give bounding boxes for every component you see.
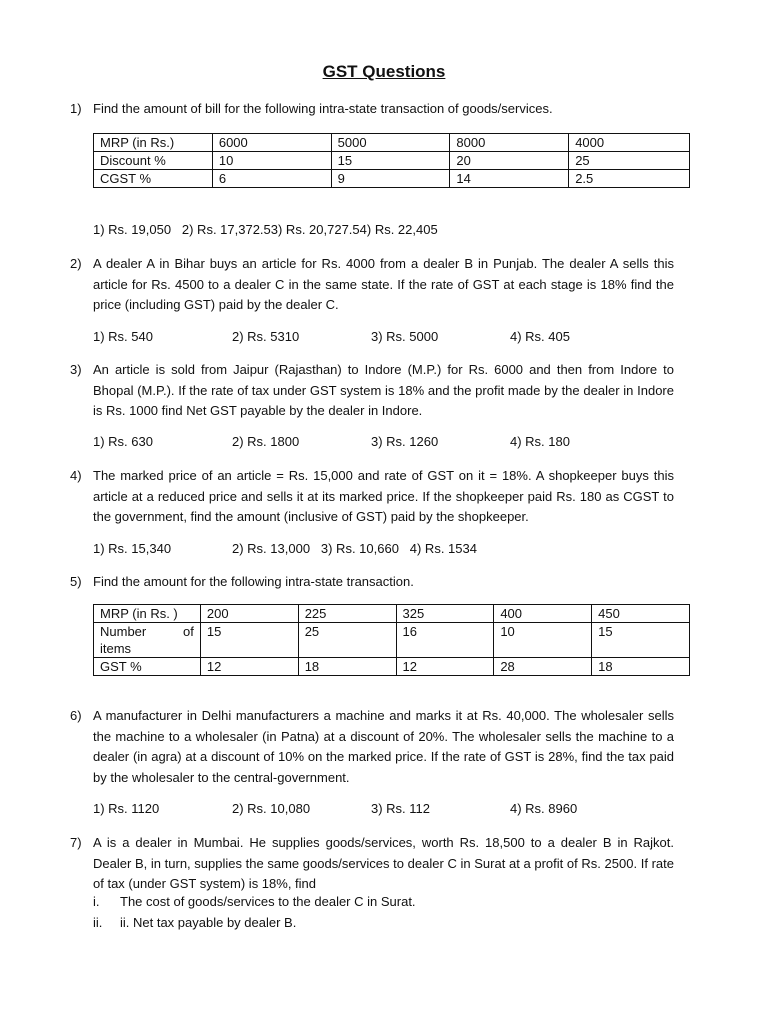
table-cell: MRP (in Rs.)	[94, 134, 213, 152]
question-4	[70, 466, 674, 528]
cell-line: items	[100, 641, 132, 656]
table-cell: 15	[592, 623, 690, 658]
subpart-text: The cost of goods/services to the dealer C in Surat.	[120, 894, 416, 909]
table-cell: 20	[450, 152, 569, 170]
option: 3) Rs. 1260	[371, 434, 439, 449]
option: 4) Rs. 405	[510, 329, 570, 344]
question-number: 7)	[70, 835, 82, 850]
question-number: 5)	[70, 574, 82, 589]
table-cell: 18	[298, 658, 396, 676]
table-cell: 25	[569, 152, 690, 170]
table-row	[94, 170, 690, 188]
option: 3) Rs. 5000	[371, 329, 439, 344]
table-row	[94, 605, 690, 623]
table-cell: 225	[298, 605, 396, 623]
question-text: An article is sold from Jaipur (Rajasthan) to Indore (M.P.) for Rs. 6000 and then from Indore to Bhopal (M.P.). If the rate of tax under GST system is 18% and the profit made by the dealer in Indore is Rs. 1000 find Net GST payable by the dealer in Indore.	[93, 362, 674, 418]
table-cell: MRP (in Rs. )	[94, 605, 201, 623]
question-number: 6)	[70, 708, 82, 723]
q5-table	[93, 604, 690, 676]
question-number: 3)	[70, 362, 82, 377]
q1-options: 1) Rs. 19,050 2) Rs. 17,372.53) Rs. 20,727.54) Rs. 22,405	[93, 222, 438, 237]
question-5	[70, 572, 674, 593]
table-cell: 28	[494, 658, 592, 676]
table-cell: 200	[200, 605, 298, 623]
option: 2) Rs. 10,080	[232, 801, 311, 816]
table-cell: 325	[396, 605, 494, 623]
table-cell: 6	[212, 170, 331, 188]
table-cell: 10	[494, 623, 592, 658]
question-number: 2)	[70, 256, 82, 271]
question-text: Find the amount of bill for the following intra-state transaction of goods/services.	[93, 101, 553, 116]
question-text: A dealer A in Bihar buys an article for Rs. 4000 from a dealer B in Punjab. The dealer A sells this article for Rs. 4500 to a dealer C in the same state. If the rate of GST at each stage is 18% find the price (including GST) paid by the dealer C.	[93, 256, 674, 312]
table-cell	[94, 623, 201, 658]
subpart-text: ii. Net tax payable by dealer B.	[120, 915, 297, 930]
table-cell: 8000	[450, 134, 569, 152]
option: 2) Rs. 1800	[232, 434, 300, 449]
question-2	[70, 254, 674, 316]
question-number: 4)	[70, 468, 82, 483]
table-cell: 25	[298, 623, 396, 658]
table-cell: 16	[396, 623, 494, 658]
table-cell: 4000	[569, 134, 690, 152]
table-row	[94, 152, 690, 170]
table-cell: 400	[494, 605, 592, 623]
option: 1) Rs. 15,340	[93, 541, 172, 556]
page-title: GST Questions	[322, 62, 446, 81]
table-cell: CGST %	[94, 170, 213, 188]
option: 1) Rs. 1120	[93, 801, 160, 816]
table-row	[94, 134, 690, 152]
subpart-number: i.	[93, 894, 100, 909]
q7-subpart	[93, 915, 296, 930]
question-6	[70, 706, 674, 788]
table-cell: 12	[200, 658, 298, 676]
table-cell: 6000	[212, 134, 331, 152]
option: 2) Rs. 13,000 3) Rs. 10,660 4) Rs. 1534	[232, 541, 477, 556]
q7-subpart	[93, 894, 416, 909]
q1-table	[93, 133, 690, 188]
table-cell: 5000	[331, 134, 450, 152]
table-cell: 18	[592, 658, 690, 676]
question-1	[70, 99, 674, 120]
table-cell: Discount %	[94, 152, 213, 170]
table-cell: GST %	[94, 658, 201, 676]
table-cell: 12	[396, 658, 494, 676]
question-text: A is a dealer in Mumbai. He supplies goods/services, worth Rs. 18,500 to a dealer B in Rajkot. Dealer B, in turn, supplies the same goods/services to dealer C in Surat at a profit of Rs. 2500. If rate of tax (under GST system) is 18%, find	[93, 835, 674, 891]
table-row	[94, 623, 690, 658]
option: 2) Rs. 5310	[232, 329, 300, 344]
option: 3) Rs. 112	[371, 801, 431, 816]
option: 4) Rs. 8960	[510, 801, 578, 816]
option: 1) Rs. 540	[93, 329, 153, 344]
cell-line: Number of	[100, 624, 194, 639]
table-row	[94, 658, 690, 676]
question-3	[70, 360, 674, 422]
subpart-number: ii.	[93, 915, 103, 930]
table-cell: 10	[212, 152, 331, 170]
question-text: A manufacturer in Delhi manufacturers a machine and marks it at Rs. 40,000. The wholesaler sells the machine to a wholesaler (in Patna) at a discount of 20%. The wholesaler sells the machine to a dealer (in agra) at a discount of 10% on the marked price. If the rate of GST is 28%, find the tax paid by the wholesaler to the central-government.	[93, 708, 674, 785]
option: 1) Rs. 630	[93, 434, 153, 449]
question-text: The marked price of an article = Rs. 15,000 and rate of GST on it = 18%. A shopkeeper buys this article at a reduced price and sells it at its marked price. If the shopkeeper paid Rs. 180 as CGST to the government, find the amount (inclusive of GST) paid by the shopkeeper.	[93, 468, 674, 524]
table-cell: 450	[592, 605, 690, 623]
question-7	[70, 833, 674, 895]
option: 4) Rs. 180	[510, 434, 570, 449]
table-cell: 14	[450, 170, 569, 188]
table-cell: 15	[200, 623, 298, 658]
question-number: 1)	[70, 101, 82, 116]
table-cell: 15	[331, 152, 450, 170]
table-cell: 2.5	[569, 170, 690, 188]
table-cell: 9	[331, 170, 450, 188]
question-text: Find the amount for the following intra-state transaction.	[93, 574, 414, 589]
